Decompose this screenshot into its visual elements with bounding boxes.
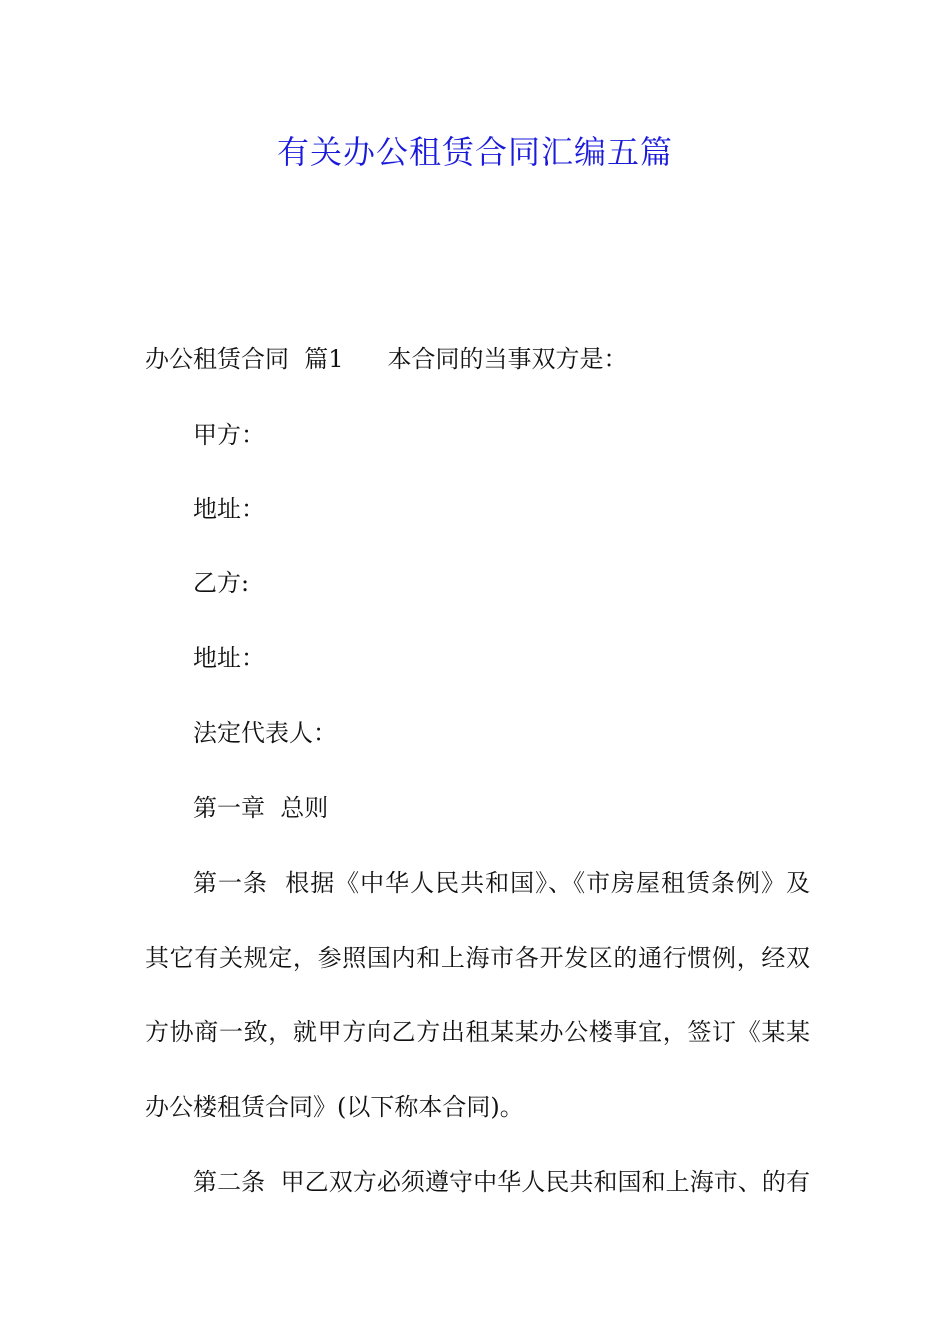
document-title: 有关办公租赁合同汇编五篇: [276, 133, 673, 171]
address-b-field: 地址：: [193, 644, 265, 672]
article-1-line-4: 办公楼租赁合同》(以下称本合同)。: [145, 1093, 524, 1121]
article-1-line-3: 方协商一致，就甲方向乙方出租某某办公楼事宜，签订《某某: [145, 1018, 810, 1046]
article-2-line-1: 第二条 甲乙双方必须遵守中华人民共和国和上海市、的有: [193, 1168, 810, 1196]
chapter-heading: 第一章 总则: [193, 794, 329, 822]
address-a-field: 地址：: [193, 495, 265, 523]
legal-representative-field: 法定代表人：: [193, 719, 337, 747]
article-1-line-1: 第一条 根据《中华人民共和国》、《市房屋租赁条例》及: [193, 869, 810, 897]
intro-text: 本合同的当事双方是：: [387, 345, 628, 373]
article-1-line-2: 其它有关规定，参照国内和上海市各开发区的通行惯例，经双: [145, 944, 810, 972]
party-a-field: 甲方：: [193, 421, 265, 449]
party-b-field: 乙方:: [193, 569, 250, 597]
section-label: 办公租赁合同 篇1: [145, 345, 344, 373]
intro-line: [145, 343, 810, 375]
